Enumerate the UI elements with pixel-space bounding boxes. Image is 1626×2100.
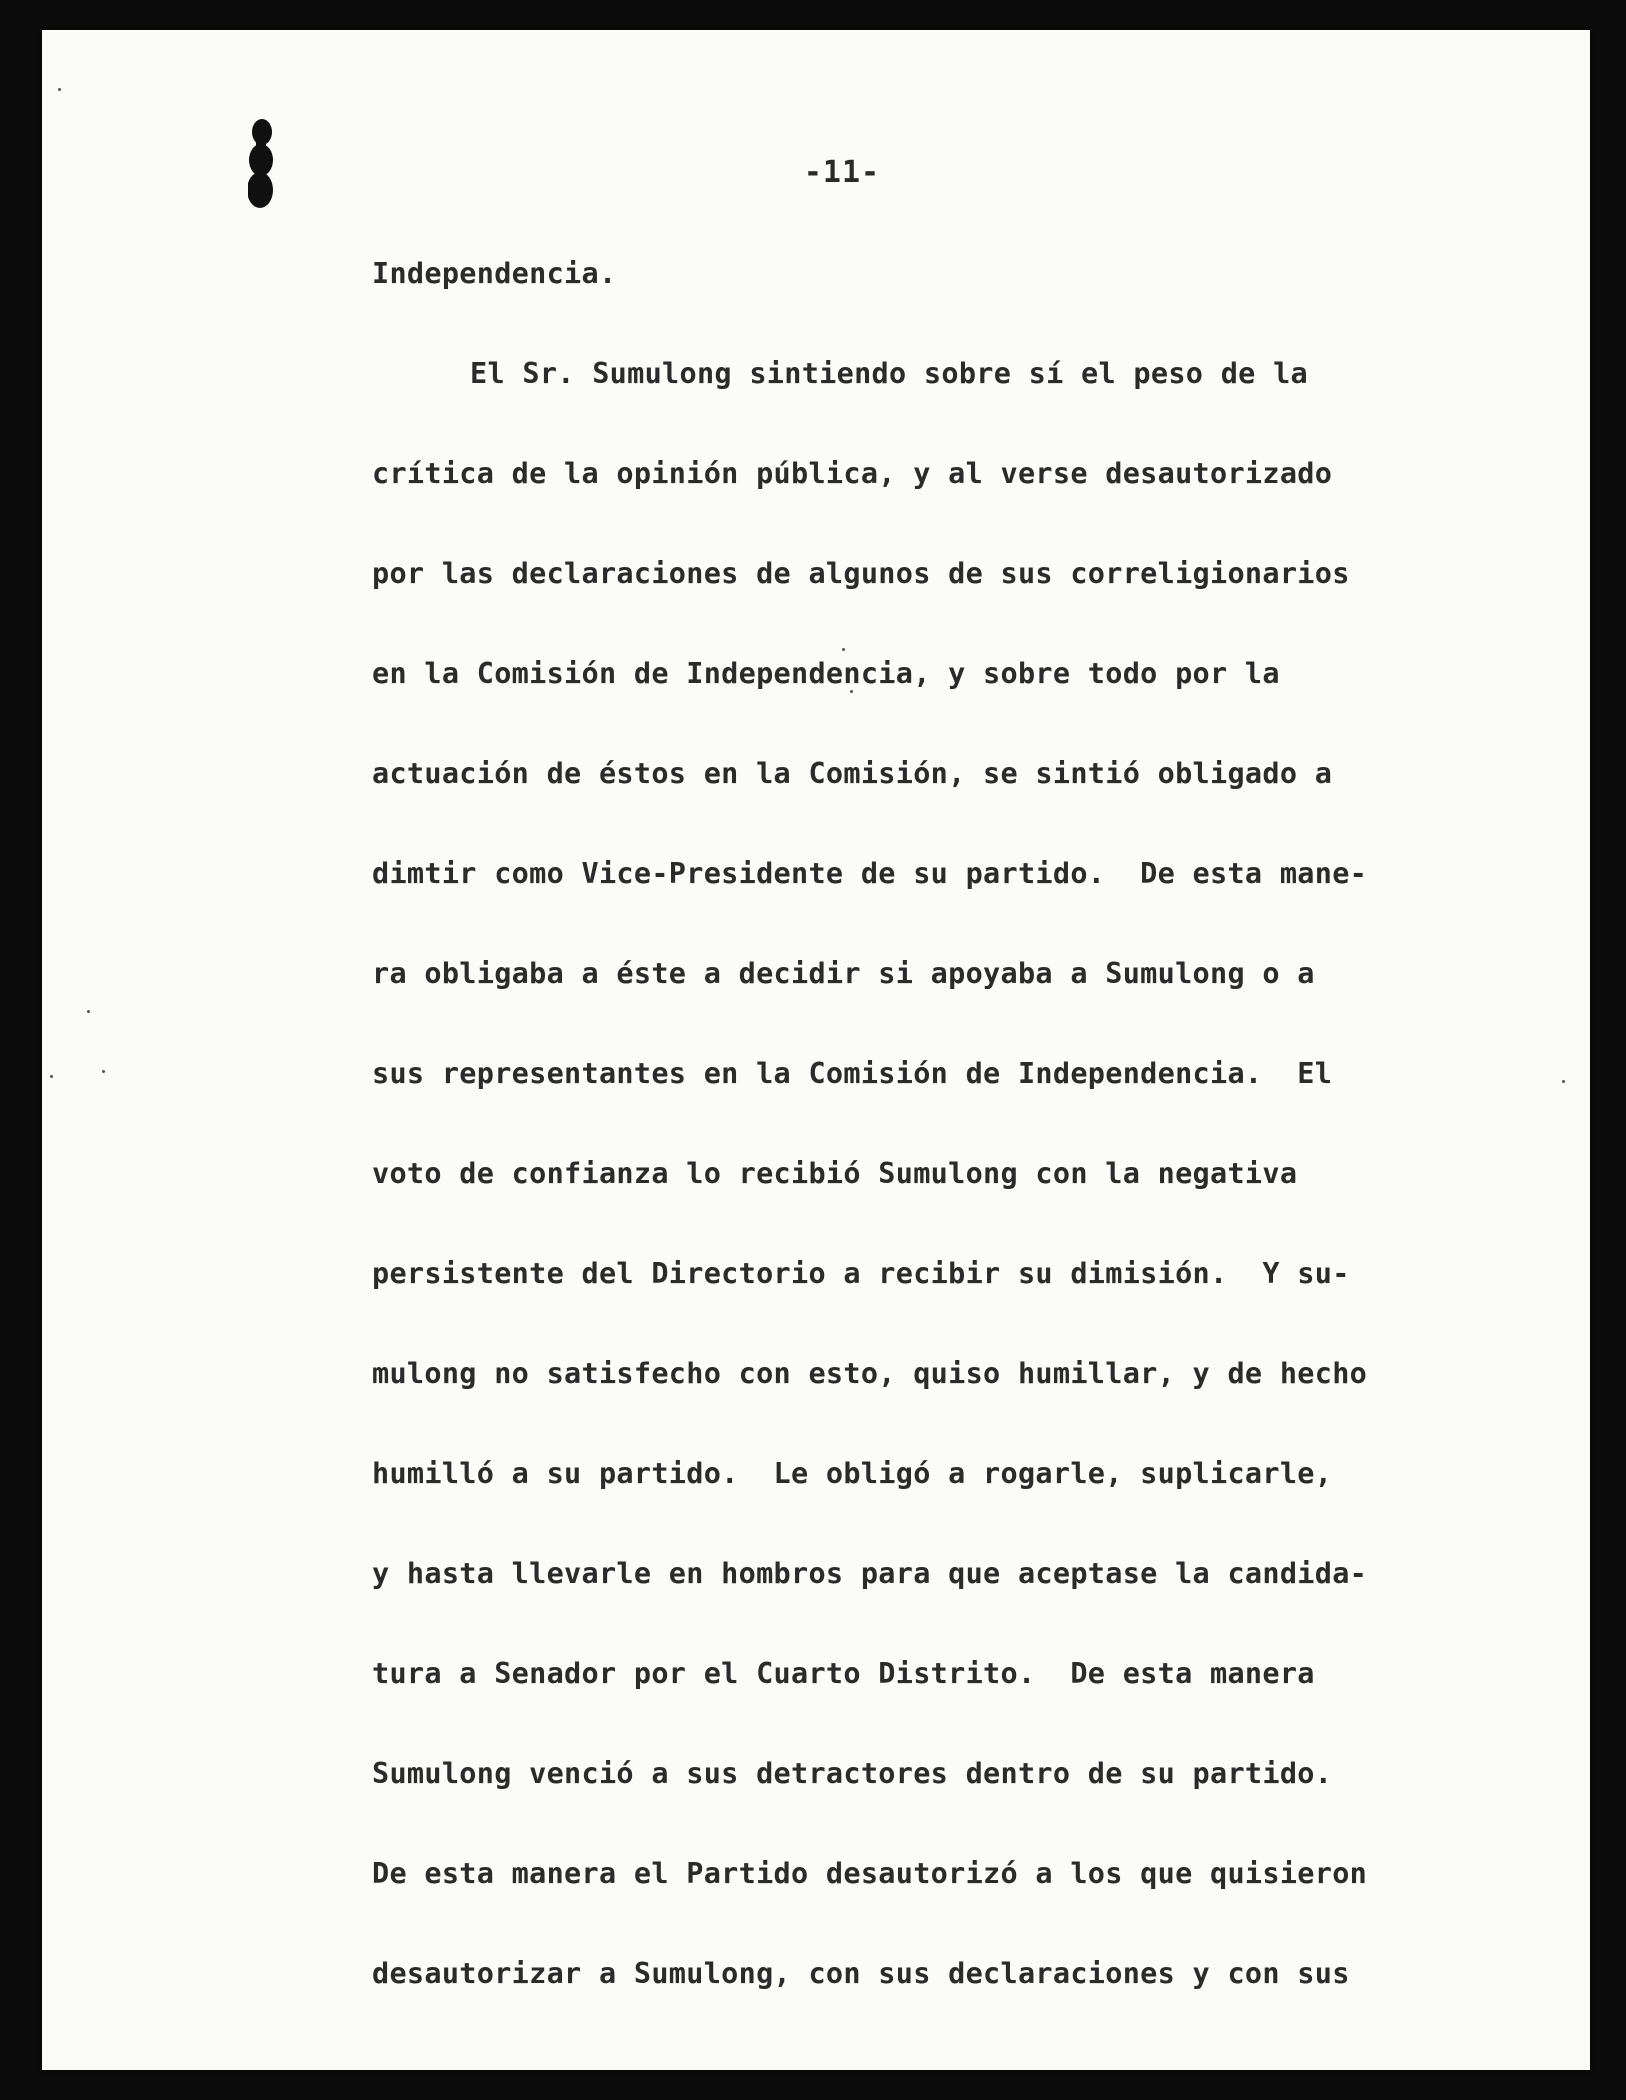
- typewritten-body: [372, 249, 1502, 2049]
- speck: [58, 88, 61, 91]
- page-number: -11-: [803, 155, 881, 190]
- text-line: crítica de la opinión pública, y al verse desautorizado: [372, 457, 1333, 490]
- text-line: Independencia.: [372, 257, 617, 290]
- text-line: humilló a su partido. Le obligó a rogarle, suplicarle,: [372, 1457, 1333, 1490]
- text-line: desautorizar a Sumulong, con sus declaraciones y con sus: [372, 1957, 1350, 1990]
- text-line: voto de confianza lo recibió Sumulong con la negativa: [372, 1157, 1298, 1190]
- speck: [87, 1010, 90, 1013]
- text-line: dimtir como Vice-Presidente de su partido. De esta mane-: [372, 857, 1368, 890]
- speck: [1562, 1080, 1565, 1083]
- text-line: actuación de éstos en la Comisión, se sintió obligado a: [372, 757, 1333, 790]
- text-line: persistente del Directorio a recibir su dimisión. Y su-: [372, 1257, 1350, 1290]
- text-line: mulong no satisfecho con esto, quiso humillar, y de hecho: [372, 1357, 1368, 1390]
- binder-hole-mark: [248, 118, 276, 218]
- text-line: De esta manera el Partido desautorizó a los que quisieron: [372, 1857, 1368, 1890]
- text-line: tura a Senador por el Cuarto Distrito. De esta manera: [372, 1657, 1315, 1690]
- text-line: y hasta llevarle en hombros para que aceptase la candida-: [372, 1557, 1368, 1590]
- speck: [102, 1070, 105, 1073]
- text-line: El Sr. Sumulong sintiendo sobre sí el peso de la: [470, 357, 1309, 390]
- text-line: sus representantes en la Comisión de Independencia. El: [372, 1057, 1333, 1090]
- document-page: [42, 30, 1590, 2070]
- text-line: ra obligaba a éste a decidir si apoyaba a Sumulong o a: [372, 957, 1315, 990]
- text-line: en la Comisión de Independencia, y sobre todo por la: [372, 657, 1280, 690]
- text-line: por las declaraciones de algunos de sus correligionarios: [372, 557, 1350, 590]
- text-line: Sumulong venció a sus detractores dentro de su partido.: [372, 1757, 1333, 1790]
- speck: [50, 1075, 53, 1078]
